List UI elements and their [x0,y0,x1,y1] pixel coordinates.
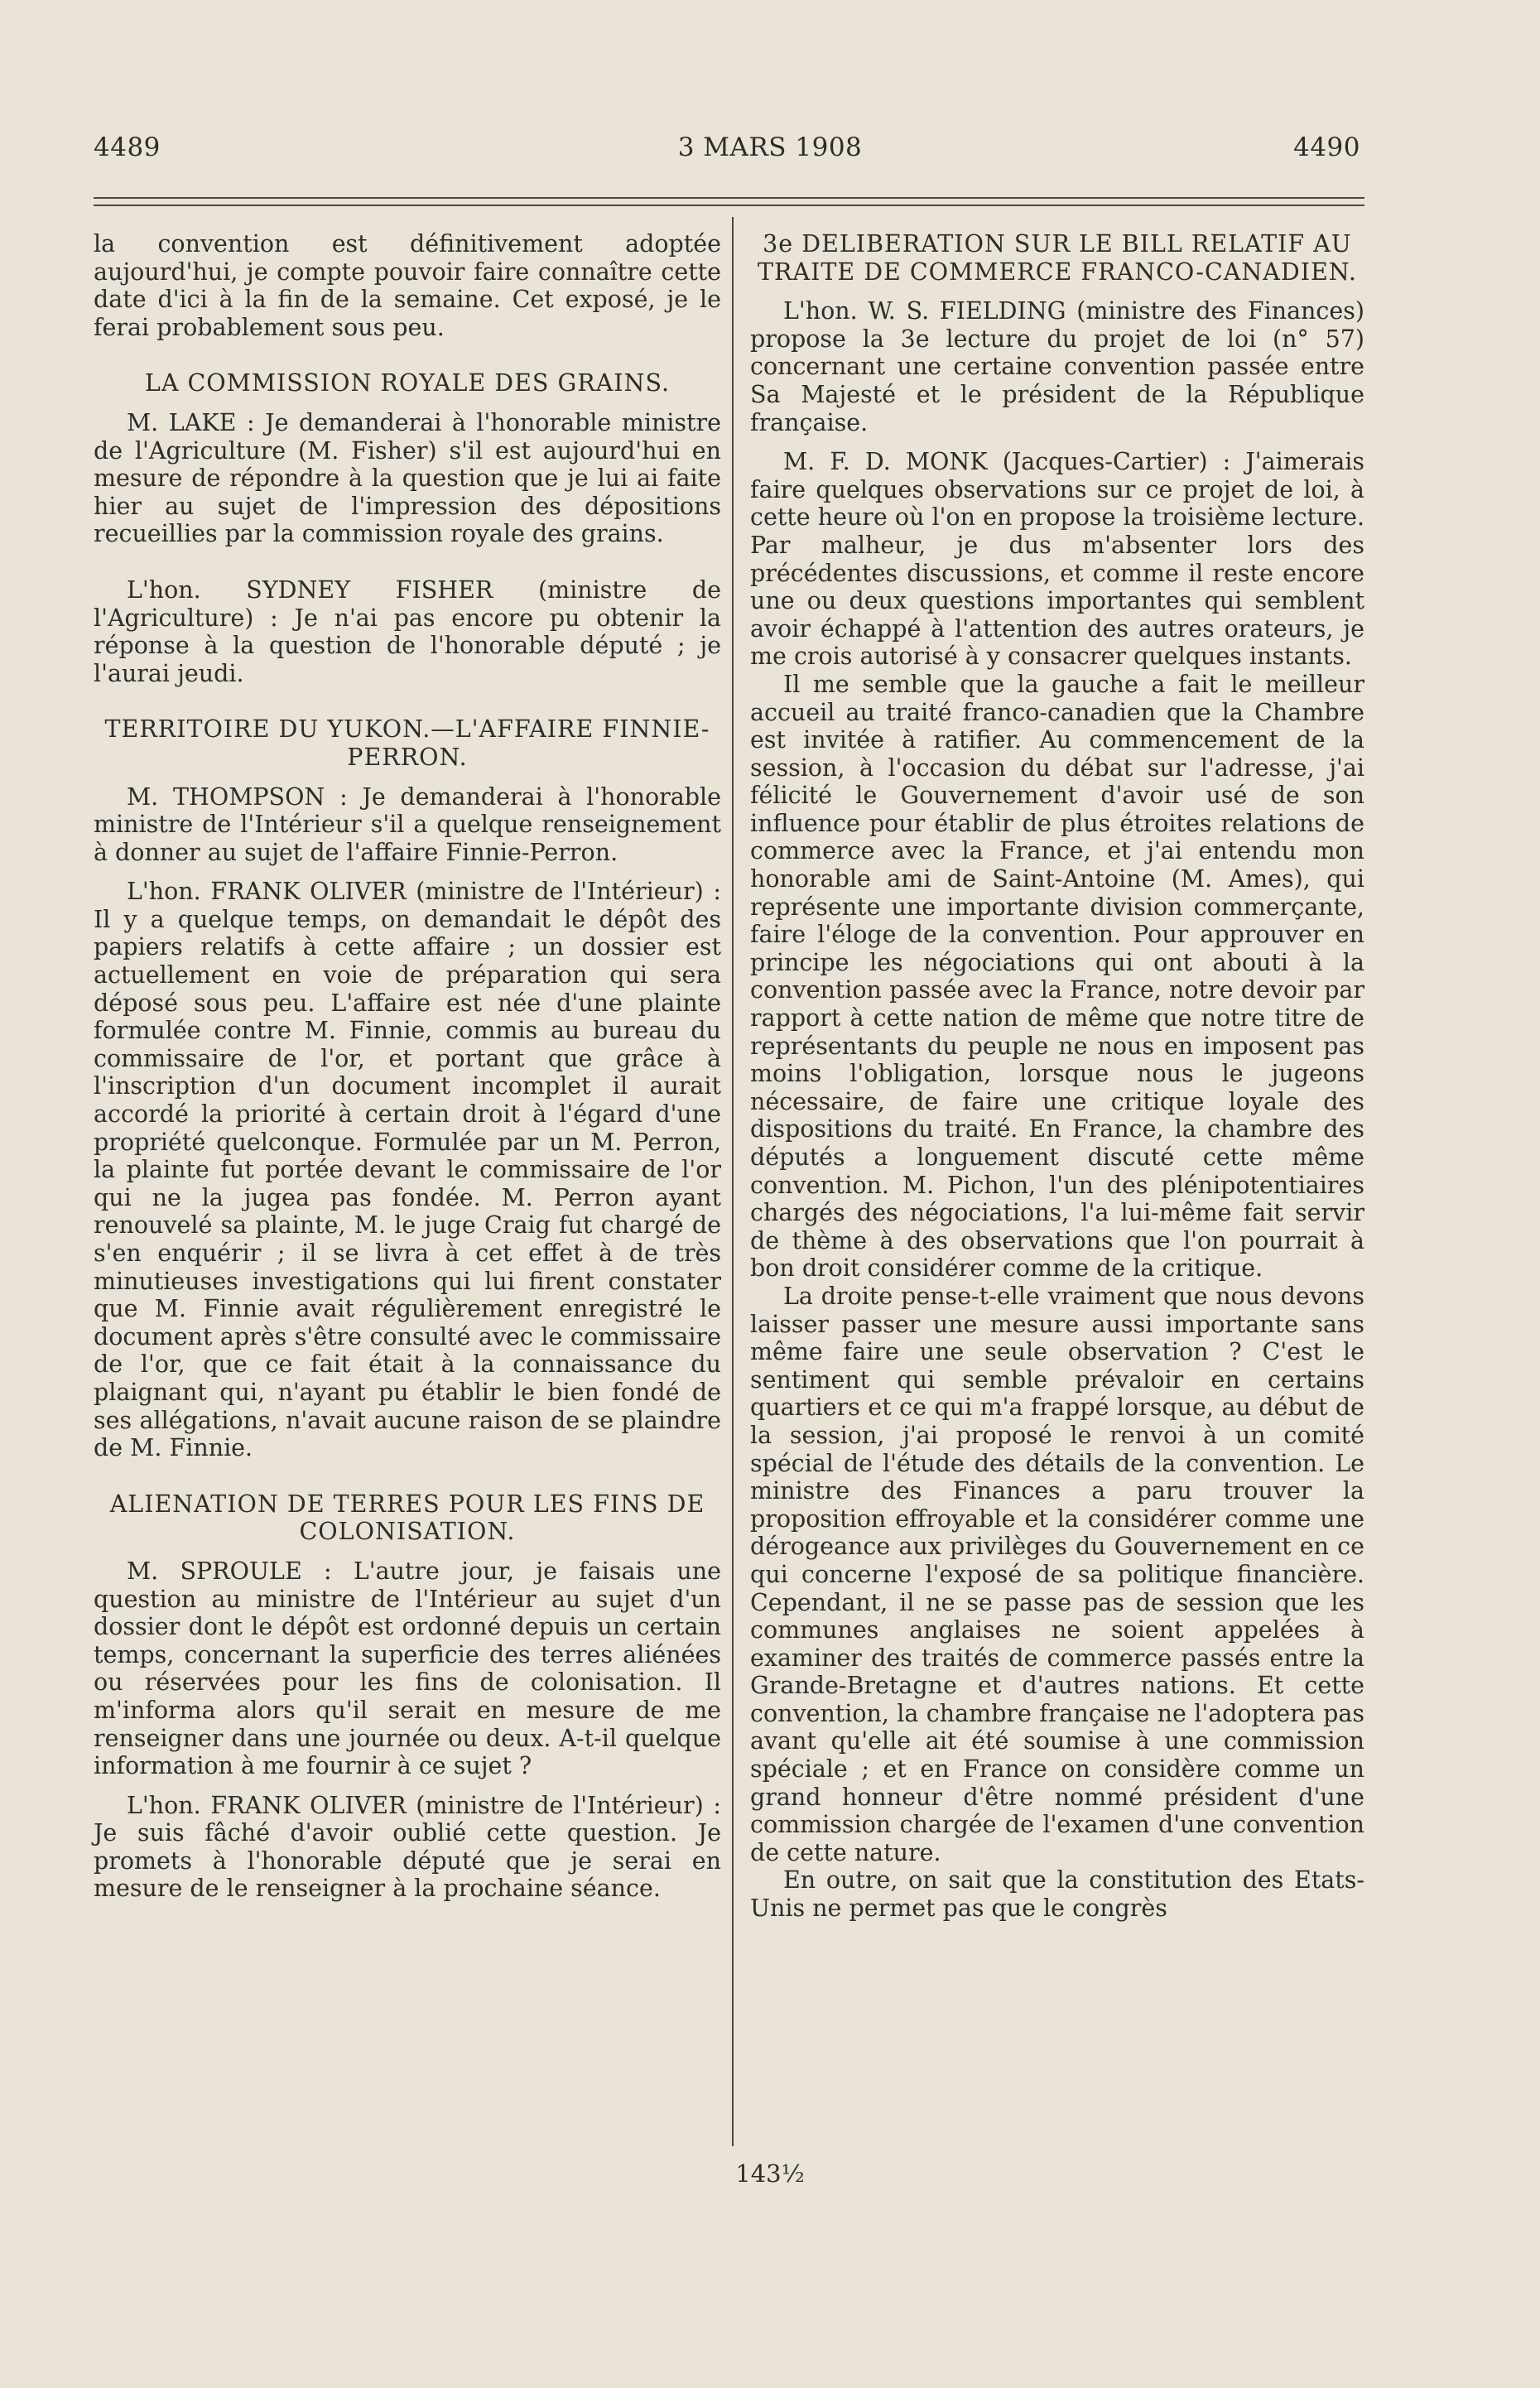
left-column [94,230,721,1903]
left-paragraph-lake: M. LAKE : Je demanderai à l'honorable ministre de l'Agriculture (M. Fisher) s'il est aujourd'hui en mesure de répondre à la question que je lui ai faite hier au sujet de l'impression des dépositions recueillies par la commission royale des grains. [94,408,721,548]
left-paragraph-fisher: L'hon. SYDNEY FISHER (ministre de l'Agriculture) : Je n'ai pas encore pu obtenir la réponse à la question de l'honorable député ; je l'aurai jeudi. [94,575,721,687]
header-rule-bottom [94,205,1364,206]
column-divider [732,217,734,2146]
left-paragraph-oliver-1: L'hon. FRANK OLIVER (ministre de l'Intérieur) : Il y a quelque temps, on demandait le dépôt des papiers relatifs à cette affaire ; un dossier est actuellement en voie de préparation qui sera déposé sous peu. L'affaire est née d'une plainte formulée contre M. Finnie, commis au bureau du commissaire de l'or, et portant que grâce à l'inscription d'un document incomplet il aurait accordé la priorité à certain droit à l'égard d'une propriété quelconque. Formulée par un M. Perron, la plainte fut portée devant le commissaire de l'or qui ne la jugea pas fondée. M. Perron ayant renouvelé sa plainte, M. le juge Craig fut chargé de s'en enquérir ; il se livra à cet effet à de très minutieuses investigations qui lui firent constater que M. Finnie avait régulièrement enregistré le document après s'être consulté avec le commissaire de l'or, que ce fait était à la connaissance du plaignant qui, n'ayant pu établir le bien fondé de ses allégations, n'avait aucune raison de se plaindre de M. Finnie. [94,878,721,1462]
right-column [750,230,1364,1923]
right-paragraph-droite: La droite pense-t-elle vraiment que nous devons laisser passer une mesure aussi importante sans même faire une seule observation ? C'est le sentiment qui semble prévaloir en certains quartiers et ce qui m'a frappé lorsque, au début de la session, j'ai proposé le renvoi à un comité spécial de l'étude des détails de la convention. Le ministre des Finances a paru trouver la proposition effroyable et la considérer comme une dérogeance aux privilèges du Gouvernement en ce qui concerne l'exposé de sa politique financière. Cependant, il ne se passe pas de session que les communes anglaises ne soient appelées à examiner des traités de commerce passés entre la Grande-Bretagne et d'autres nations. Et cette convention, la chambre française ne l'adoptera pas avant qu'elle ait été soumise à une commission spéciale ; et en France on considère comme un grand honneur d'être nommé président d'une commission chargée de l'examen d'une convention de cette nature. [750,1282,1364,1866]
right-paragraph-accueil: Il me semble que la gauche a fait le meilleur accueil au traité franco-canadien que la Chambre est invitée à ratifier. Au commencement de la session, à l'occasion du débat sur l'adresse, j'ai félicité le Gouvernement d'avoir usé de son influence pour établir de plus étroites relations de commerce avec la France, et j'ai entendu mon honorable ami de Saint-Antoine (M. Ames), qui représente une importante division commerçante, faire l'éloge de la convention. Pour approuver en principe les négociations qui ont abouti à la convention passée avec la France, notre devoir par rapport à cette nation de même que notre titre de représentants du peuple ne nous en imposent pas moins l'obligation, lorsque nous le jugeons nécessaire, de faire une critique loyale des dispositions du traité. En France, la chambre des députés a longuement discuté cette même convention. M. Pichon, l'un des plénipotentiaires chargés des négociations, l'a lui-même fait servir de thème à des observations que l'on pourrait à bon droit considérer comme de la critique. [750,670,1364,1283]
left-paragraph-oliver-2: L'hon. FRANK OLIVER (ministre de l'Intérieur) : Je suis fâché d'avoir oublié cette question. Je promets à l'honorable député que je serai en mesure de le renseigner à la prochaine séance. [94,1791,721,1903]
signature-mark: 143½ [735,2159,805,2188]
section-heading-third-reading: 3e DELIBERATION SUR LE BILL RELATIF AU TRAITE DE COMMERCE FRANCO-CANADIEN. [758,230,1357,286]
section-heading-alienation: ALIENATION DE TERRES POUR LES FINS DE COLONISATION. [109,1490,705,1546]
section-heading-grains: LA COMMISSION ROYALE DES GRAINS. [144,369,671,397]
right-paragraph-fielding: L'hon. W. S. FIELDING (ministre des Finances) propose la 3e lecture du projet de loi (n° 57) concernant une certaine convention passée entre Sa Majesté et le président de la République française. [750,297,1364,436]
header-rule-top [94,197,1364,199]
right-paragraph-etats-unis: En outre, on sait que la constitution des Etats-Unis ne permet pas que le congrès [750,1866,1364,1923]
left-paragraph-thompson: M. THOMPSON : Je demanderai à l'honorable ministre de l'Intérieur s'il a quelque renseignement à donner au sujet de l'affaire Finnie-Perron. [94,782,721,866]
right-paragraph-monk: M. F. D. MONK (Jacques-Cartier) : J'aimerais faire quelques observations sur ce projet de loi, à cette heure où l'on en propose la troisième lecture. Par malheur, je dus m'absenter lors des précédentes discussions, et comme il reste encore une ou deux questions importantes qui semblent avoir échappé à l'attention des autres orateurs, je me crois autorisé à y consacrer quelques instants. [750,448,1364,671]
page-date: 3 MARS 1908 [677,132,863,162]
left-paragraph-sproule: M. SPROULE : L'autre jour, je faisais une question au ministre de l'Intérieur au sujet d'un dossier dont le dépôt est ordonné depuis un certain temps, concernant la superficie des terres aliénées ou réservées pour les fins de colonisation. Il m'informa alors qu'il serait en mesure de me renseigner dans une journée ou deux. A-t-il quelque information à me fournir à ce sujet ? [94,1557,721,1780]
section-heading-yukon: TERRITOIRE DU YUKON.—L'AFFAIRE FINNIE-PERRON. [104,715,710,771]
left-paragraph-1: la convention est définitivement adoptée aujourd'hui, je compte pouvoir faire connaître cette date d'ici à la fin de la semaine. Cet exposé, je le ferai probablement sous peu. [94,230,721,341]
right-page-number: 4490 [1293,132,1360,162]
left-page-number: 4489 [94,132,161,162]
